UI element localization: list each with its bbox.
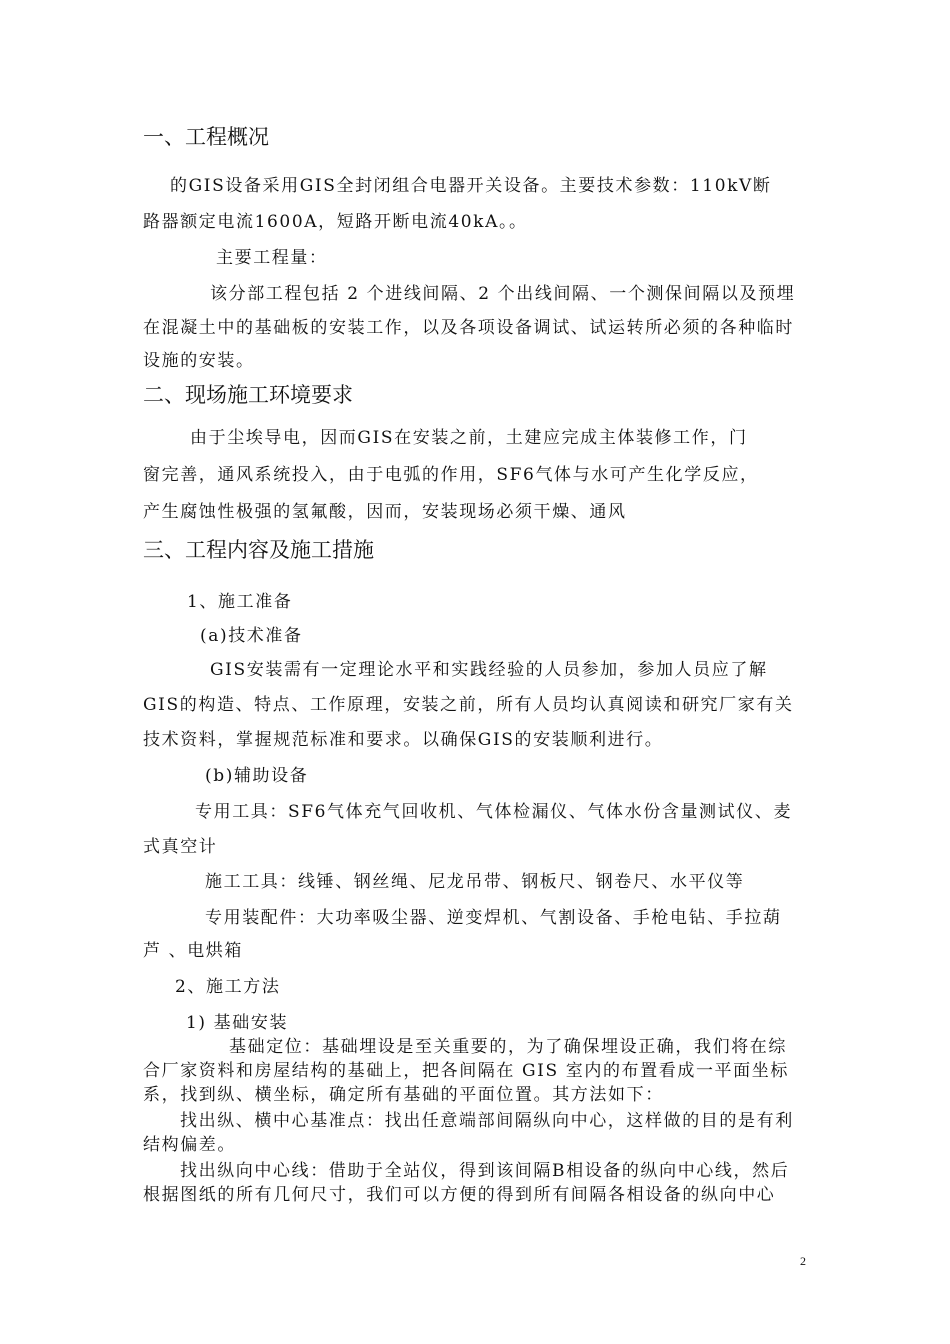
- paragraph-line: 找出纵、横中心基准点：找出任意端部间隔纵向中心，这样做的目的是有利: [180, 1111, 794, 1131]
- item-construction-method: 2、施工方法: [175, 977, 281, 997]
- paragraph-line: 专用工具：SF6气体充气回收机、气体检漏仪、气体水份含量测试仪、麦: [195, 802, 793, 822]
- paragraph-line: 合厂家资料和房屋结构的基础上，把各间隔在 GIS 室内的布置看成一平面坐标: [143, 1061, 789, 1081]
- paragraph-line: 基础定位：基础埋设是至关重要的，为了确保埋设正确，我们将在综: [229, 1037, 787, 1057]
- label-technical-prep: (a)技术准备: [200, 626, 303, 646]
- heading-construction-content: 三、工程内容及施工措施: [143, 538, 374, 562]
- paragraph-line: 的GIS设备采用GIS全封闭组合电器开关设备。主要技术参数：110kV断: [170, 176, 772, 196]
- paragraph-line: 找出纵向中心线：借助于全站仪，得到该间隔B相设备的纵向中心线，然后: [180, 1161, 790, 1181]
- paragraph-line: GIS的构造、特点、工作原理，安装之前，所有人员均认真阅读和研究厂家有关: [143, 695, 794, 715]
- paragraph-line: 系，找到纵、横坐标，确定所有基础的平面位置。其方法如下：: [143, 1085, 664, 1105]
- paragraph-line: 结构偏差。: [143, 1135, 236, 1155]
- paragraph-line: 式真空计: [143, 837, 218, 857]
- paragraph-line: 由于尘埃导电，因而GIS在安装之前，土建应完成主体装修工作，门: [190, 428, 748, 448]
- paragraph-line: 在混凝土中的基础板的安装工作，以及各项设备调试、试运转所必须的各种临时: [143, 318, 794, 338]
- page-number: 2: [800, 1254, 806, 1268]
- heading-project-overview: 一、工程概况: [143, 125, 269, 149]
- paragraph-line: 根据图纸的所有几何尺寸，我们可以方便的得到所有间隔各相设备的纵向中心: [143, 1185, 776, 1205]
- paragraph-line: 该分部工程包括 2 个进线间隔、2 个出线间隔、一个测保间隔以及预埋: [210, 284, 796, 304]
- subitem-foundation-install: 1) 基础安装: [186, 1013, 289, 1033]
- heading-site-environment: 二、现场施工环境要求: [143, 383, 353, 407]
- paragraph-line: 施工工具：线锤、钢丝绳、尼龙吊带、钢板尺、钢卷尺、水平仪等: [205, 872, 745, 892]
- paragraph-line: 专用装配件：大功率吸尘器、逆变焊机、气割设备、手枪电钻、手拉葫: [205, 908, 782, 928]
- paragraph-line: 产生腐蚀性极强的氢氟酸，因而，安装现场必须干燥、通风: [143, 502, 627, 522]
- paragraph-line: GIS安装需有一定理论水平和实践经验的人员参加，参加人员应了解: [210, 660, 768, 680]
- paragraph-line: 设施的安装。: [143, 351, 255, 371]
- label-auxiliary-equipment: (b)辅助设备: [205, 766, 309, 786]
- paragraph-line: 技术资料，掌握规范标准和要求。以确保GIS的安装顺利进行。: [143, 730, 664, 750]
- paragraph-line: 窗完善，通风系统投入，由于电弧的作用，SF6气体与水可产生化学反应，: [143, 465, 759, 485]
- paragraph-line: 路器额定电流1600A，短路开断电流40kA。。: [143, 212, 528, 232]
- subheading-main-quantities: 主要工程量：: [216, 248, 328, 268]
- item-construction-prep: 1、施工准备: [187, 592, 293, 612]
- paragraph-line: 芦 、电烘箱: [143, 941, 244, 961]
